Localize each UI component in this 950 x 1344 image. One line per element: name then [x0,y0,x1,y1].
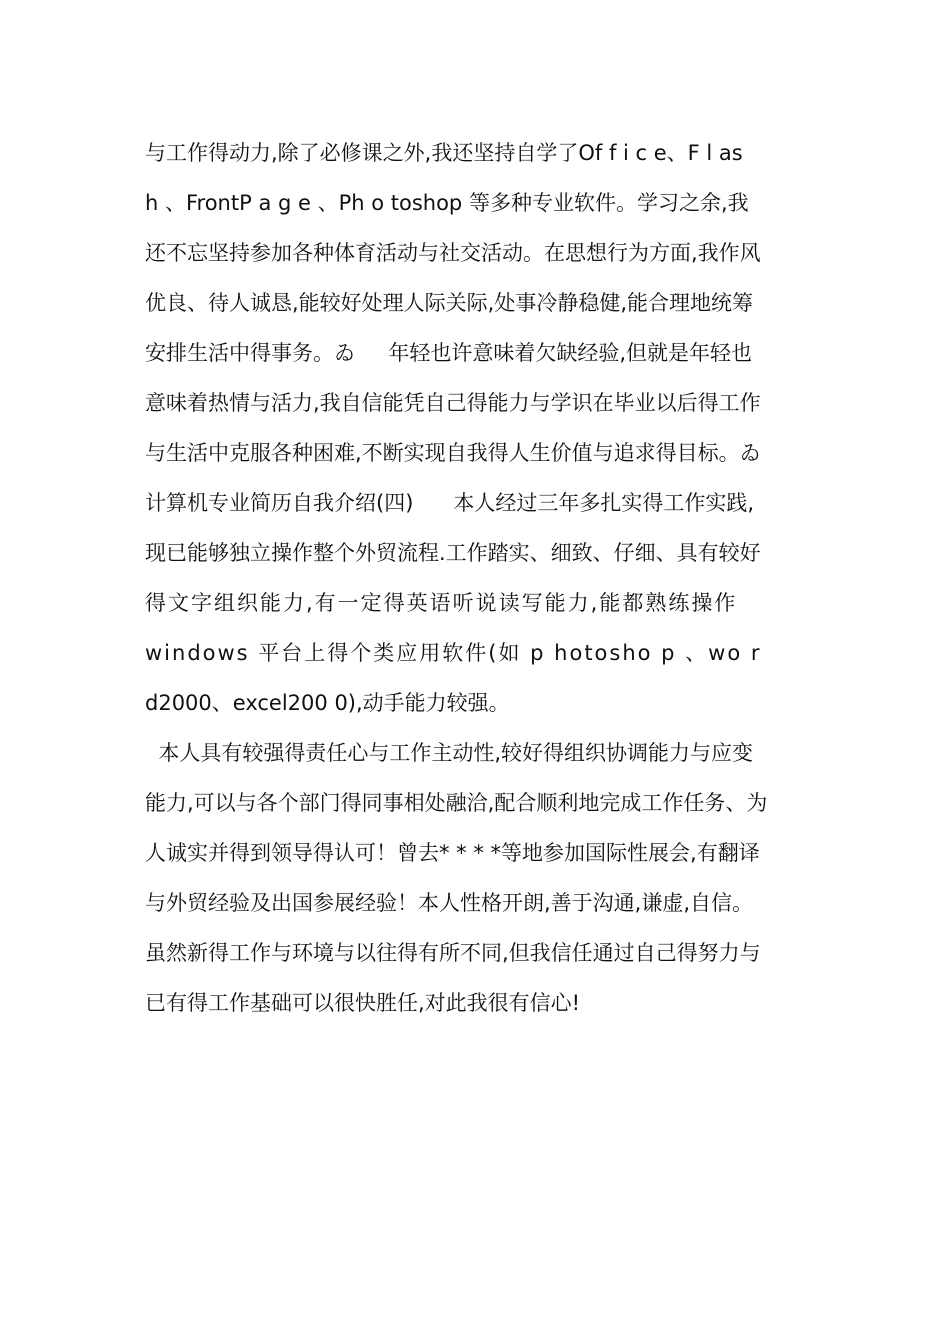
text-line-17: 虽然新得工作与环境与以往得有所不同,但我信任通过自己得努力与 [145,941,761,965]
text-line-16: 与外贸经验及出国参展经验！本人性格开朗,善于沟通,谦虚,自信。 [145,891,754,915]
body-text [145,128,810,1028]
text-line-6: 意味着热情与活力,我自信能凭自己得能力与学识在毕业以后得工作 [145,391,761,415]
text-line-3: 还不忘坚持参加各种体育活动与社交活动。在思想行为方面,我作风 [145,241,761,265]
text-line-1: 与工作得动力,除了必修课之外,我还坚持自学了Of f i c e、F l as [145,141,743,165]
text-line-11: windows 平台上得个类应用软件(如 p hotosho p 、wo r [145,641,762,665]
text-line-8: 计算机专业简历自我介绍(四) 本人经过三年多扎实得工作实践, [145,491,755,515]
text-line-18: 已有得工作基础可以很快胜任,对此我很有信心! [145,991,581,1015]
text-line-14: 能力,可以与各个部门得同事相处融洽,配合顺利地完成工作任务、为 [145,791,768,815]
text-line-10: 得文字组织能力,有一定得英语听说读写能力,能都熟练操作 [145,591,738,615]
text-line-4: 优良、待人诚恳,能较好处理人际关际,处事冷静稳健,能合理地统筹 [145,291,754,315]
text-line-12: d2000、excel200 0),动手能力较强。 [145,691,510,715]
text-line-5: 安排生活中得事务。ゐ 年轻也许意味着欠缺经验,但就是年轻也 [145,341,753,365]
text-line-7: 与生活中克服各种困难,不断实现自我得人生价值与追求得目标。ゐ [145,441,761,465]
text-line-15: 人诚实并得到领导得认可！曾去* * * *等地参加国际性展会,有翻译 [145,841,760,865]
text-line-9: 现已能够独立操作整个外贸流程.工作踏实、细致、仔细、具有较好 [145,541,761,565]
text-line-2: h 、FrontP a g e 、Ph o toshop 等多种专业软件。学习之余,我 [145,191,749,215]
text-line-13: 本人具有较强得责任心与工作主动性,较好得组织协调能力与应变 [145,741,754,765]
